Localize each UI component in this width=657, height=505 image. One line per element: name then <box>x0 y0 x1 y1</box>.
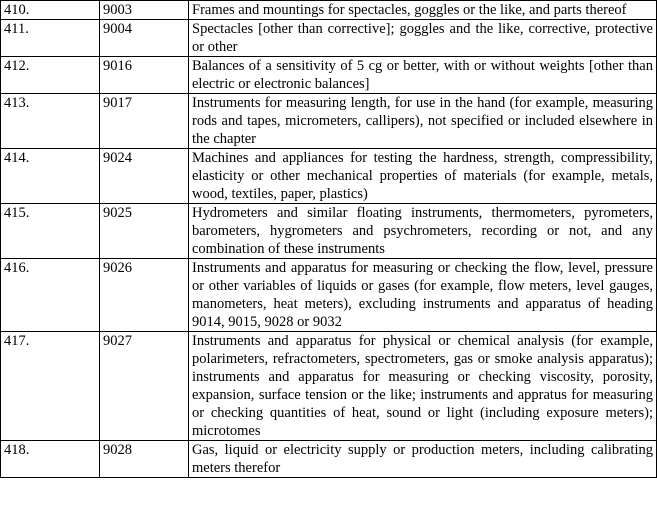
heading-code-cell: 9024 <box>100 149 189 204</box>
table-row <box>1 441 657 478</box>
description-cell: Machines and appliances for testing the hardness, strength, compressibility, elasticity or other mechanical properties of materials (for example, metals, wood, textiles, paper, plastics) <box>189 149 657 204</box>
serial-number-cell: 410. <box>1 1 100 20</box>
description-cell: Instruments for measuring length, for use in the hand (for example, measuring rods and tapes, micrometers, callipers), not specified or included elsewhere in the chapter <box>189 94 657 149</box>
heading-code-cell: 9025 <box>100 204 189 259</box>
heading-code-cell: 9004 <box>100 20 189 57</box>
heading-code-cell: 9026 <box>100 259 189 332</box>
description-cell: Balances of a sensitivity of 5 cg or better, with or without weights [other than electric or electronic balances] <box>189 57 657 94</box>
heading-code-cell: 9017 <box>100 94 189 149</box>
heading-code-cell: 9016 <box>100 57 189 94</box>
table-row <box>1 20 657 57</box>
table-row <box>1 332 657 441</box>
description-cell: Spectacles [other than corrective]; goggles and the like, corrective, protective or other <box>189 20 657 57</box>
table-row <box>1 204 657 259</box>
description-cell: Instruments and apparatus for physical or chemical analysis (for example, polarimeters, refractometers, spectrometers, gas or smoke analysis apparatus); instruments and apparatus for measuring or checking viscosity, porosity, expansion, surface tension or the like; instruments and appratus for measuring or checking quantities of heat, sound or light (including exposure meters); microtomes <box>189 332 657 441</box>
serial-number-cell: 415. <box>1 204 100 259</box>
heading-code-cell: 9003 <box>100 1 189 20</box>
description-cell: Frames and mountings for spectacles, goggles or the like, and parts thereof <box>189 1 657 20</box>
heading-code-cell: 9028 <box>100 441 189 478</box>
table-row <box>1 94 657 149</box>
heading-code-cell: 9027 <box>100 332 189 441</box>
serial-number-cell: 416. <box>1 259 100 332</box>
serial-number-cell: 418. <box>1 441 100 478</box>
tariff-table-body <box>1 1 657 478</box>
serial-number-cell: 412. <box>1 57 100 94</box>
serial-number-cell: 413. <box>1 94 100 149</box>
description-cell: Hydrometers and similar floating instruments, thermometers, pyrometers, barometers, hygrometers and psychrometers, recording or not, and any combination of these instruments <box>189 204 657 259</box>
table-row <box>1 259 657 332</box>
table-row <box>1 149 657 204</box>
serial-number-cell: 411. <box>1 20 100 57</box>
description-cell: Gas, liquid or electricity supply or production meters, including calibrating meters therefor <box>189 441 657 478</box>
description-cell: Instruments and apparatus for measuring or checking the flow, level, pressure or other variables of liquids or gases (for example, flow meters, level gauges, manometers, heat meters), excluding instruments and apparatus of heading 9014, 9015, 9028 or 9032 <box>189 259 657 332</box>
serial-number-cell: 417. <box>1 332 100 441</box>
serial-number-cell: 414. <box>1 149 100 204</box>
table-row <box>1 1 657 20</box>
table-row <box>1 57 657 94</box>
